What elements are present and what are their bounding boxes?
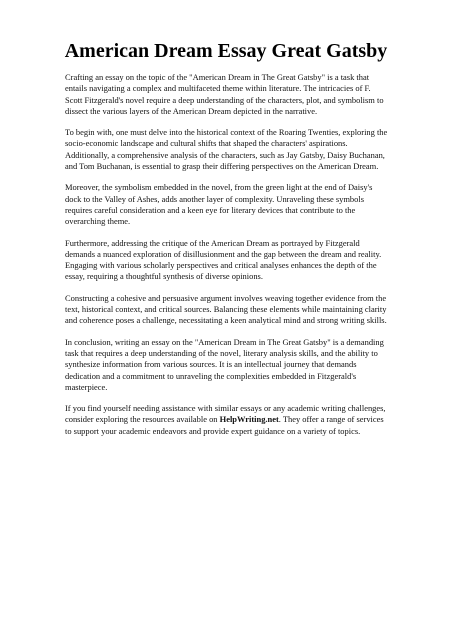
- paragraph-critique: Furthermore, addressing the critique of the American Dream as portrayed by Fitzgerald demands a nuanced exploration of disillusionment and the gap between the dream and reality. Engaging with various scholarly perspectives and critical analyses enhances the depth of the essay, requiring a thoughtful synthesis of diverse opinions.: [65, 237, 382, 282]
- promo-text-after-link: . They offer a range of services to support your academic endeavors and provide expert guidance on a variety of topics.: [65, 414, 384, 436]
- helpwriting-link[interactable]: HelpWriting.net: [219, 414, 279, 425]
- essay-body: [65, 72, 390, 447]
- paragraph-historical-context: To begin with, one must delve into the historical context of the Roaring Twenties, exploring the socio-economic landscape and cultural shifts that shaped the characters' aspirations. Additionally, a comprehensive analysis of the characters, such as Jay Gatsby, Daisy Buchanan, and Tom Buchanan, is essential to grasp their differing perspectives on the American Dream.: [65, 127, 388, 172]
- promo-text-before-link: If you find yourself needing assistance with similar essays or any academic writing challenges, consider exploring the resources available on: [65, 403, 386, 425]
- paragraph-conclusion: In conclusion, writing an essay on the "American Dream in The Great Gatsby" is a demanding task that requires a deep understanding of the novel, literary analysis skills, and the ability to synthesize information from various sources. It is an intellectual journey that demands dedication and a commitment to unraveling the complexities embedded in Fitzgerald's masterpiece.: [65, 336, 384, 392]
- paragraph-symbolism: Moreover, the symbolism embedded in the novel, from the green light at the end of Daisy's dock to the Valley of Ashes, adds another layer of complexity. Unraveling these symbols requires careful consideration and a keen eye for literary devices that contribute to the overarching theme.: [65, 182, 373, 227]
- paragraph-argument: Constructing a cohesive and persuasive argument involves weaving together evidence from the text, historical context, and critical sources. Balancing these elements while maintaining clarity and coherence poses a challenge, necessitating a keen analytical mind and strong writing skills.: [65, 292, 387, 326]
- page-title: American Dream Essay Great Gatsby: [64, 40, 388, 62]
- paragraph-intro: Crafting an essay on the topic of the "American Dream in The Great Gatsby" is a task that entails navigating a complex and multifaceted theme within literature. The intricacies of F. Scott Fitzgerald's novel require a deep understanding of the characters, plot, and symbolism to dissect the various layers of the American Dream depicted in the narrative.: [65, 72, 384, 116]
- paragraph-service-promo: [65, 403, 390, 437]
